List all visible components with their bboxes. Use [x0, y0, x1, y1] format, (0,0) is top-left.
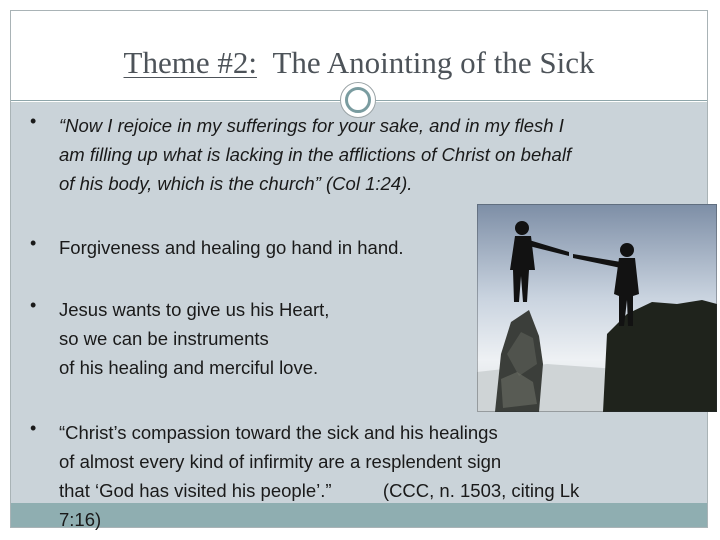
bullet-line: am filling up what is lacking in the afflictions of Christ on behalf [59, 144, 572, 165]
bullet-line: of his healing and merciful love. [59, 357, 319, 378]
bullet-line: Forgiveness and healing go hand in hand. [59, 237, 404, 258]
title-main: The Anointing of the Sick [272, 45, 595, 80]
bullet-line: of almost every kind of infirmity are a resplendent sign [59, 451, 502, 472]
bullet-line: so we can be instruments [59, 328, 269, 349]
bullet-text [59, 295, 329, 382]
bullet-text [59, 233, 404, 262]
bullet-marker: • [30, 295, 37, 315]
bullet-marker: • [30, 233, 37, 253]
bullet-line: “Christ’s compassion toward the sick and his healings [59, 422, 498, 443]
bullet-line: of his body, which is the church” (Col 1:24). [59, 173, 413, 194]
bullet-line: that ‘God has visited his people’.” (CCC, n. 1503, citing Lk [59, 480, 580, 501]
title-prefix: Theme #2: [123, 45, 257, 80]
bullet-line: 7:16) [59, 509, 102, 530]
bullet-text [59, 418, 579, 534]
bullet-marker: • [30, 111, 37, 131]
bullet-marker: • [30, 418, 37, 438]
bullet-line: “Now I rejoice in my sufferings for your sake, and in my flesh I [59, 115, 564, 136]
bullet-text [59, 111, 571, 198]
bullet-line: Jesus wants to give us his Heart, [59, 299, 330, 320]
